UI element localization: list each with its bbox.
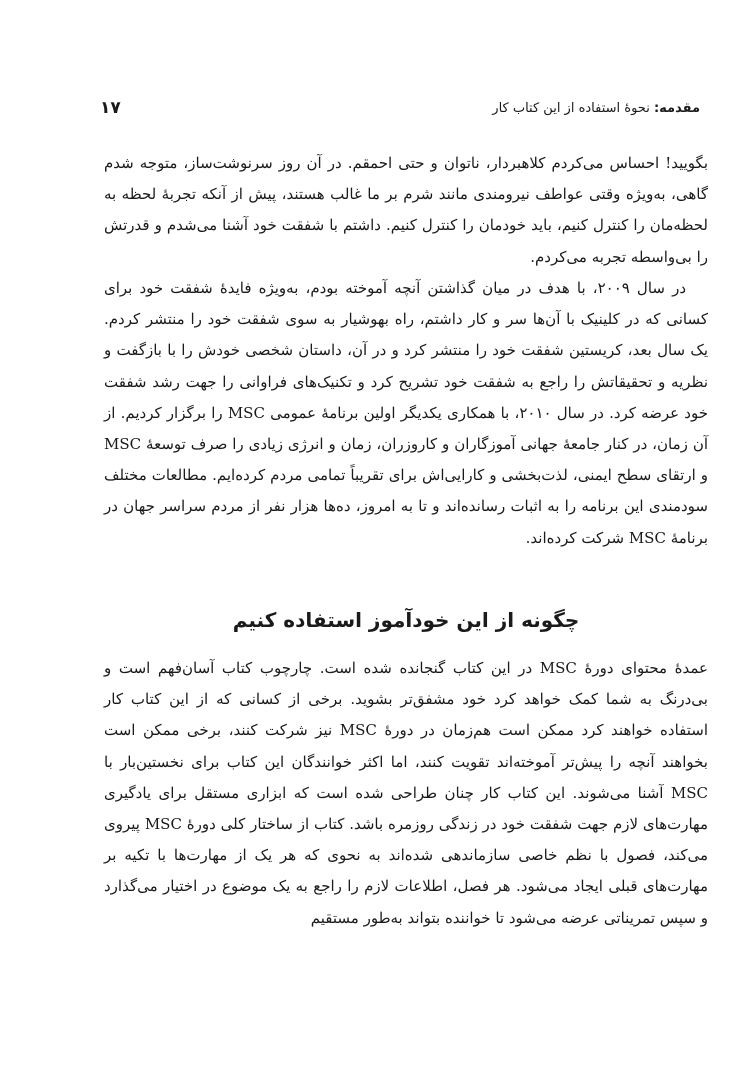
paragraph-3: عمدهٔ محتوای دورهٔ MSC در این کتاب گنجانده شده است. چارچوب کتاب آسان‌فهم است و بی‌درنگ به شما کمک خواهد کرد خود مشفق‌تر بشوید. برخی از کسانی که از این کتاب کار استفاده خواهند کرد ممکن است هم‌زمان در دورهٔ MSC نیز شرکت کنند، برخی ممکن است بخواهند آنچه را پیش‌تر آموخته‌اند تقویت کنند، اما اکثر خوانندگان این کتاب برای نخستین‌بار با MSC آشنا می‌شوند. این کتاب کار چنان طراحی شده است که ابزاری مستقل برای یادگیری مهارت‌های لازم جهت شفقت خود در زندگی روزمره باشد. کتاب از ساختار کلی دورهٔ MSC پیروی می‌کند، فصول با نظم خاصی سازماندهی شده‌اند به نحوی که هر یک از مهارت‌ها با تکیه بر مهارت‌های قبلی ایجاد می‌شود. هر فصل، اطلاعات لازم را راجع به یک موضوع در اختیار می‌گذارد و سپس تمریناتی عرضه می‌شود تا خواننده بتواند به‌طور مستقیم bbox=[104, 659, 708, 927]
chapter-subtitle: نحوهٔ استفاده از این کتاب کار bbox=[492, 100, 654, 116]
paragraph-block-3 bbox=[104, 653, 708, 934]
section-heading: چگونه از این خودآموز استفاده کنیم bbox=[232, 608, 580, 632]
paragraph-1: بگویید! احساس می‌کردم کلاهبردار، ناتوان و حتی احمقم. در آن روز سرنوشت‌ساز، متوجه شدم گاهی، به‌ویژه وقتی عواطف نیرومندی مانند شرم بر ما غالب هستند، پیش از آنکه تجربهٔ لحظه به لحظه‌مان را کنترل کنیم، باید خودمان را کنترل کنیم. داشتم با شفقت خود آشنا می‌شدم و قدرتش را بی‌واسطه تجربه می‌کردم. bbox=[104, 154, 708, 266]
paragraph-block-2 bbox=[104, 273, 708, 554]
chapter-title bbox=[492, 101, 700, 116]
paragraph-2: در سال ۲۰۰۹، با هدف در میان گذاشتن آنچه آموخته بودم، به‌ویژه فایدهٔ شفقت خود برای کسانی که در کلینیک با آن‌ها سر و کار داشتم، راه بهوشیار به سوی شفقت خود را منتشر کردم. یک سال بعد، کریستین شفقت خود را منتشر کرد و در آن، داستان شخصی خودش را با بازگفت و نظریه و تحقیقاتش را راجع به شفقت خود تشریح کرد و تکنیک‌های فراوانی را جهت رشد شفقت خود عرضه کرد. در سال ۲۰۱۰، با همکاری یکدیگر اولین برنامهٔ عمومی MSC را برگزار کردیم. از آن زمان، در کنار جامعهٔ جهانی آموزگاران و کاروزران، زمان و انرژی زیادی را صرف توسعهٔ MSC و ارتقای سطح ایمنی، لذت‌بخشی و کارایی‌اش برای تقریباً تمامی مردم کرده‌ایم. مطالعات مختلف سودمندی این برنامه را به اثبات رسانده‌اند و تا به امروز، ده‌ها هزار نفر از مردم سراسر جهان در برنامهٔ MSC شرکت کرده‌اند. bbox=[104, 279, 708, 547]
running-header bbox=[100, 96, 700, 120]
chapter-label: مقدمه: bbox=[653, 100, 700, 116]
page-number: ۱۷ bbox=[100, 98, 121, 118]
paragraph-block-1 bbox=[104, 148, 708, 273]
